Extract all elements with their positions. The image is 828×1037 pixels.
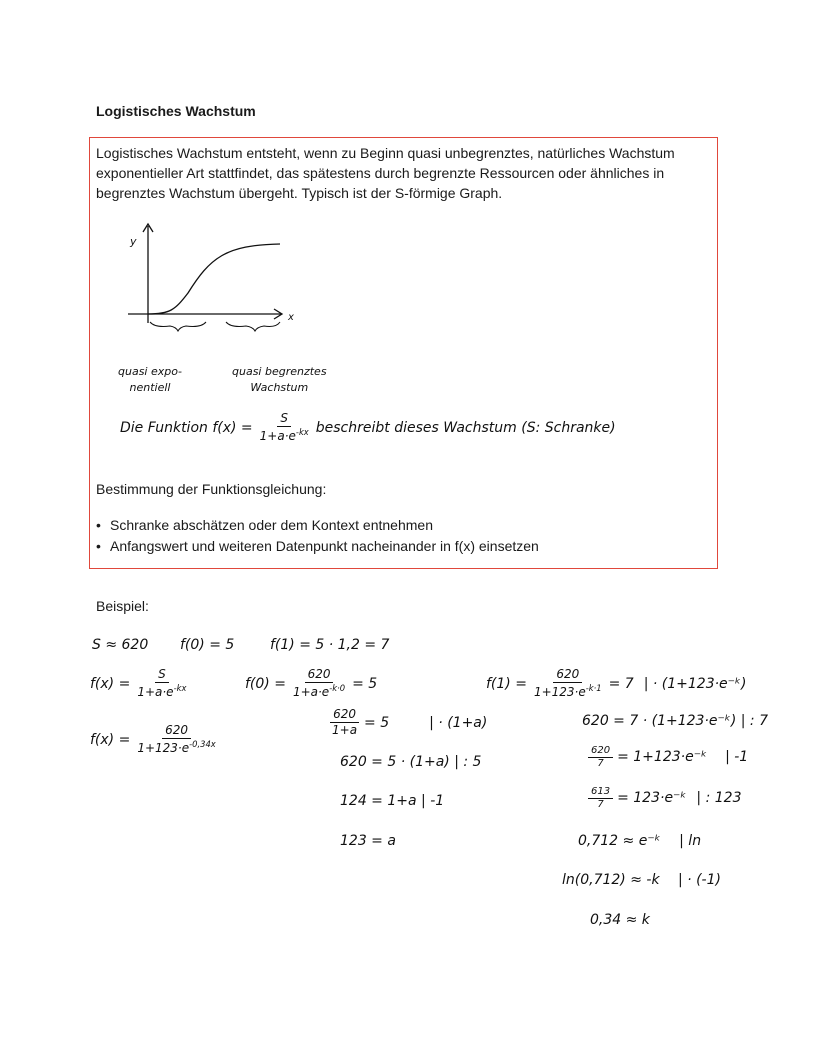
intro-text: Logistisches Wachstum entsteht, wenn zu Beginn quasi unbegrenztes, natürliches Wachstum exponentieller Art stattfindet, das spätestens durch begrenzte Ressourcen oder ähnliches in begrenztes Wachstum übergeht. Typisch ist der S-förmige Graph. (96, 145, 675, 201)
subheading: Bestimmung der Funktionsgleichung: (96, 481, 327, 497)
function-fraction (257, 412, 312, 443)
k-step-6: ln(0,712) ≈ -k | · (-1) (562, 872, 721, 888)
k-step-7: 0,34 ≈ k (590, 912, 650, 928)
k-step-2: 620 = 7 · (1+123·e⁻ᵏ) | : 7 (582, 713, 769, 729)
label-bounded: quasi begrenztes Wachstum (232, 365, 327, 394)
function-suffix: beschreibt dieses Wachstum (S: Schranke) (315, 419, 616, 436)
a-step-4: 124 = 1+a | -1 (340, 793, 445, 809)
bullet-item: • Schranke abschätzen oder dem Kontext entnehmen (96, 517, 433, 533)
example-label: Beispiel: (96, 598, 149, 614)
k-step-1: f(1) = $\frac{620}{1+123\cdot e^{-k\cdot 1}}$ = 7 | · (1+123·e⁻ᵏ) (486, 667, 747, 699)
s-curve-sketch (110, 218, 310, 348)
a-step-1: f(0) = $\frac{620}{1+a\cdot e^{-k\cdot 0}}$ = 5 (245, 667, 378, 699)
a-step-5: 123 = a (340, 833, 396, 849)
y-axis-label: y (130, 235, 137, 248)
denominator: $1+a\cdot e^{-kx}$ (259, 426, 309, 443)
given-s: S ≈ 620 (92, 637, 149, 653)
bullet-item: • Anfangswert und weiteren Datenpunkt nacheinander in f(x) einsetzen (96, 538, 539, 554)
general-formula: f(x) = $\frac{S}{1+a\cdot e^{-kx}}$ (90, 667, 187, 699)
page-title: Logistisches Wachstum (96, 103, 256, 119)
function-prefix: Die Funktion f(x) = (120, 419, 253, 436)
numerator: S (277, 412, 291, 427)
given-f1: f(1) = 5 · 1,2 = 7 (270, 637, 390, 653)
result-formula: f(x) = $\frac{620}{1+123\cdot e^{-0,34x}}$ (90, 723, 216, 755)
k-step-5: 0,712 ≈ e⁻ᵏ | ln (578, 833, 702, 849)
label-exponential: quasi expo- nentiell (118, 365, 182, 394)
k-step-3: $\frac{620}{7}$ = 1+123·e⁻ᵏ | -1 (584, 745, 748, 770)
a-step-2: $\frac{620}{1+a}$ = 5 | · (1+a) (332, 707, 488, 737)
k-step-4: $\frac{613}{7}$ = 123·e⁻ᵏ | : 123 (584, 786, 741, 811)
function-sentence (120, 412, 616, 443)
x-axis-label: x (288, 312, 294, 323)
a-step-3: 620 = 5 · (1+a) | : 5 (340, 754, 482, 770)
given-f0: f(0) = 5 (180, 637, 235, 653)
